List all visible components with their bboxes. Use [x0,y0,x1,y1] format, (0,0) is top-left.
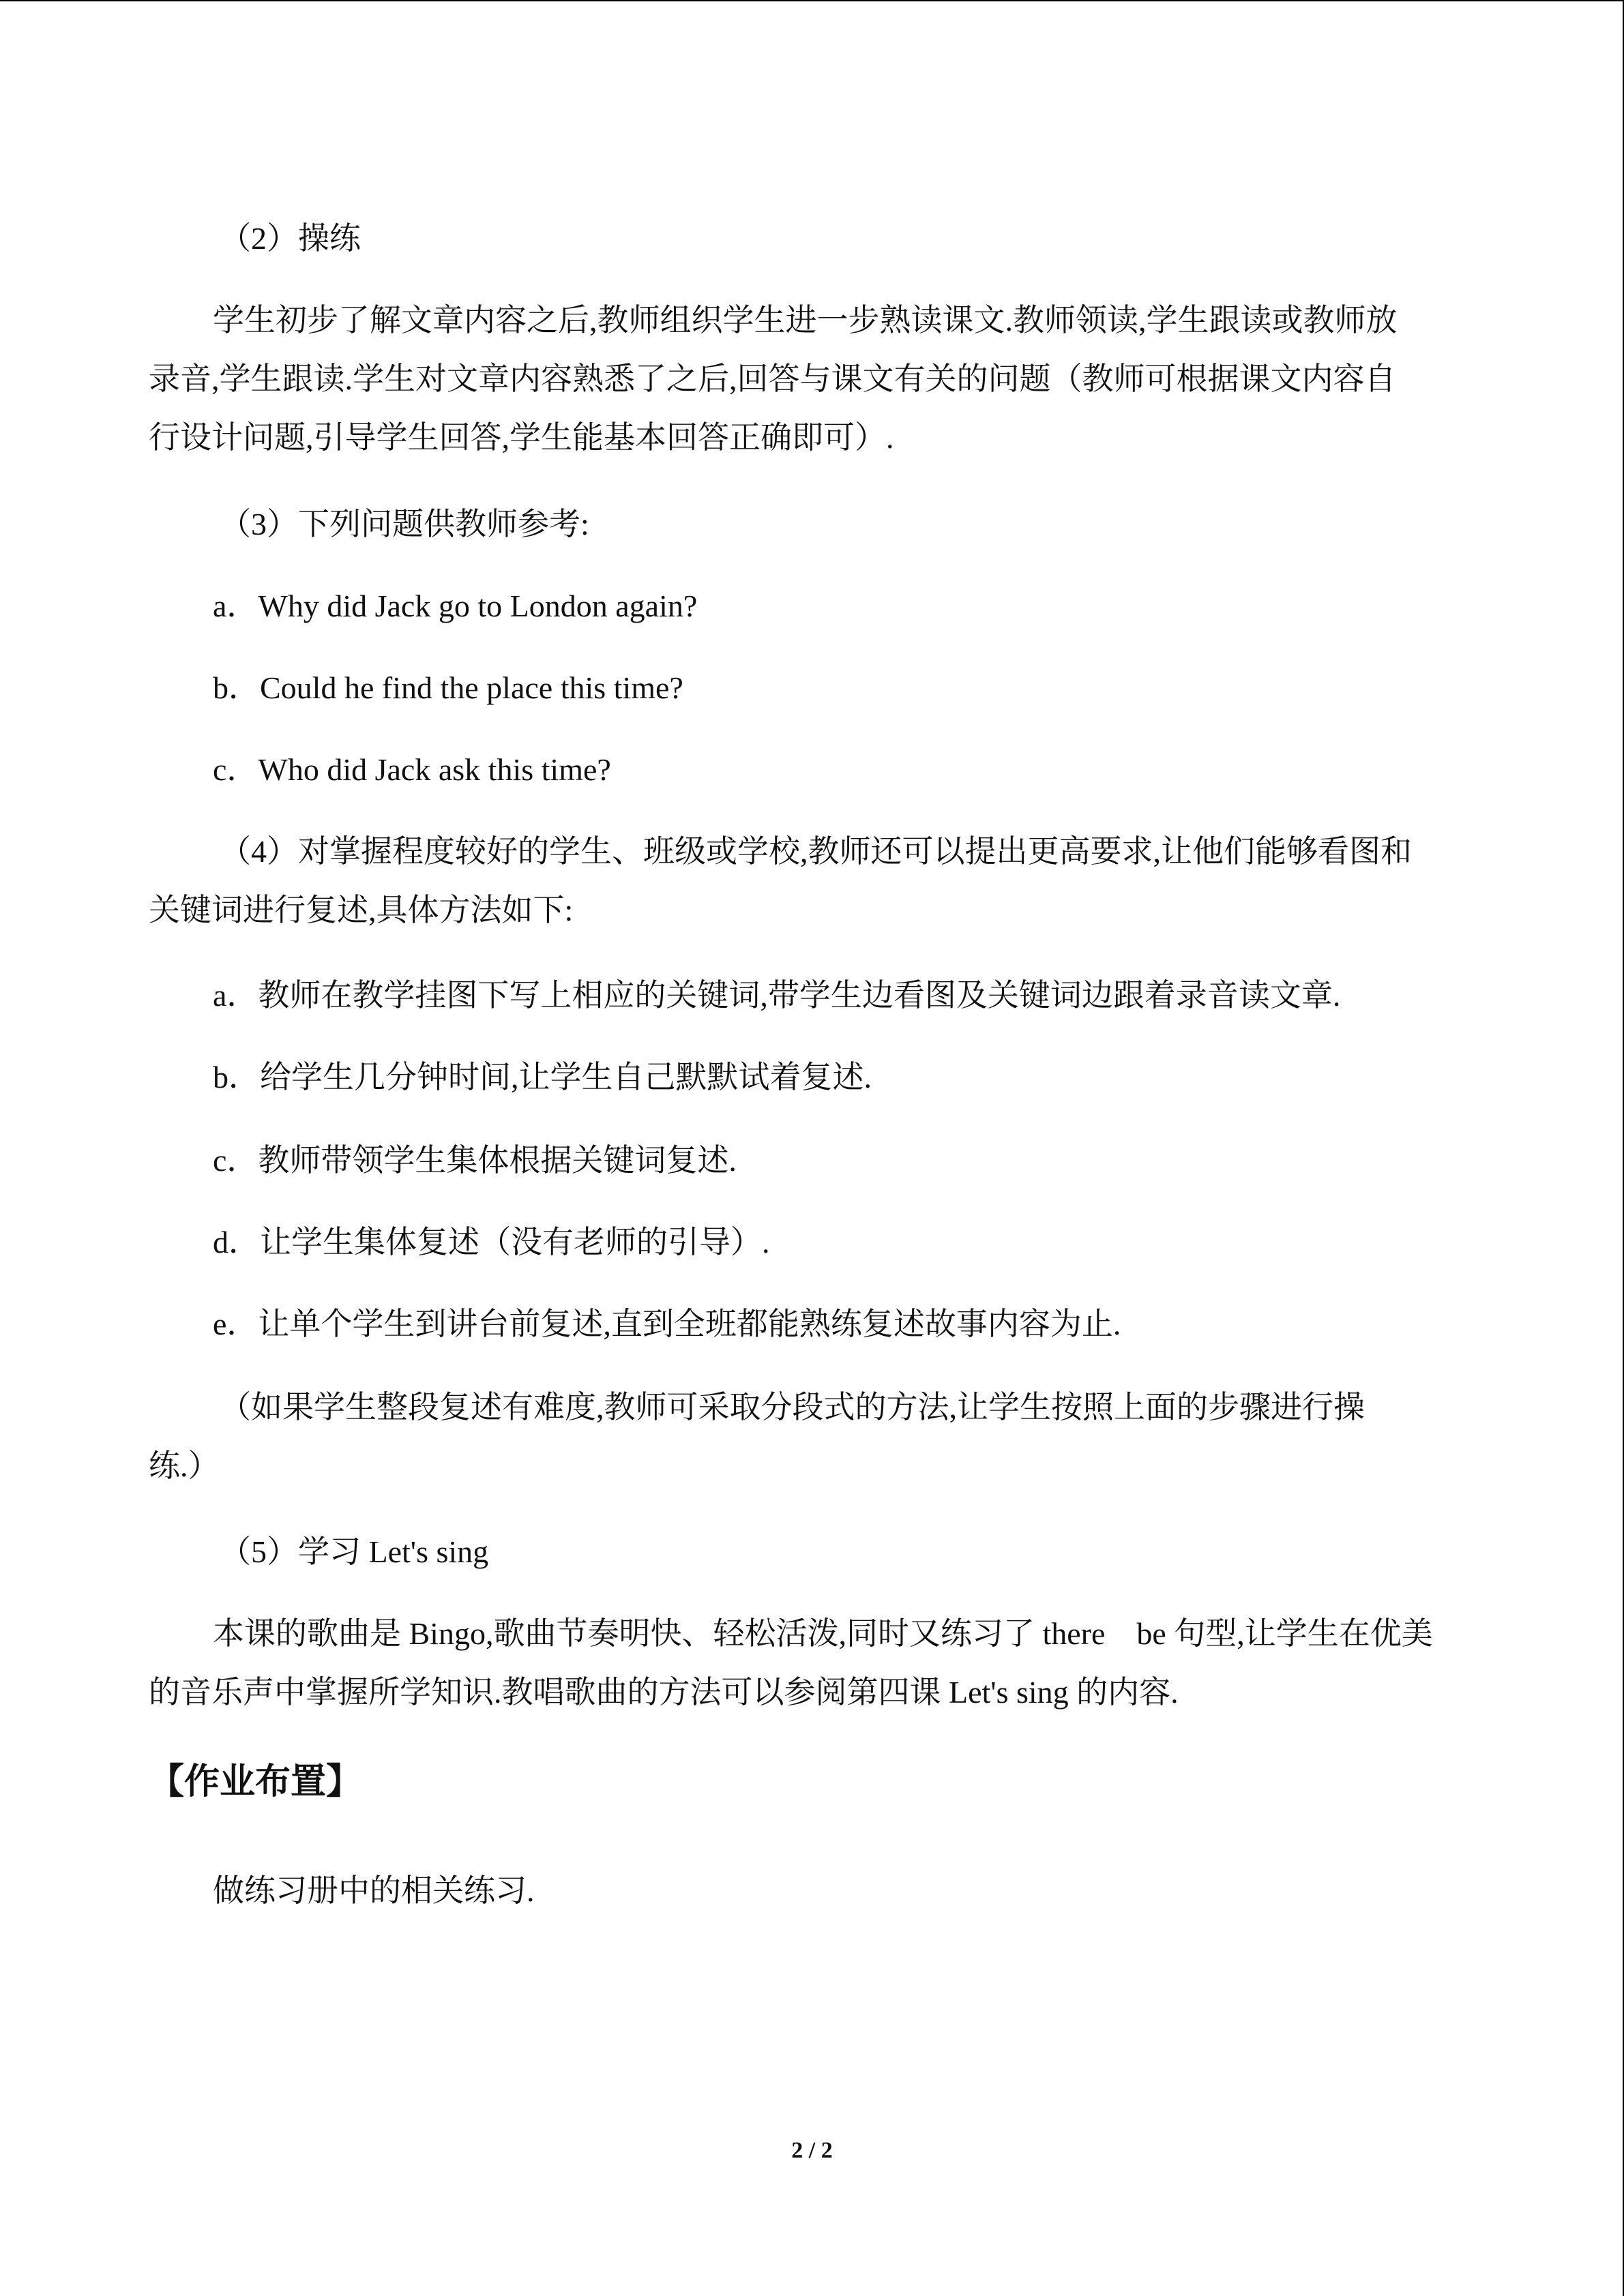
section-questions-heading: （3）下列问题供教师参考: [220,507,589,541]
question-item: b．Could he find the place this time? [213,670,683,705]
paragraph-line: 关键词进行复述,具体方法如下: [149,893,574,927]
section-practice-heading: （2）操练 [220,221,361,256]
paragraph-line: 的音乐声中掌握所学知识.教唱歌曲的方法可以参阅第四课 Let's sing 的内容. [149,1675,1179,1710]
question-item: c．Who did Jack ask this time? [213,752,611,787]
paragraph-line: （4）对掌握程度较好的学生、班级或学校,教师还可以提出更高要求,让他们能够看图和 [220,834,1412,869]
paragraph-line: 本课的歌曲是 Bingo,歌曲节奏明快、轻松活泼,同时又练习了 there be 句型,让学生在优美 [213,1616,1433,1651]
paragraph-line: 学生初步了解文章内容之后,教师组织学生进一步熟读课文.教师领读,学生跟读或教师放 [213,303,1398,338]
section-sing-heading: （5）学习 Let's sing [220,1534,489,1569]
question-item: a．Why did Jack go to London again? [213,588,698,623]
method-item: b．给学生几分钟时间,让学生自己默默试着复述. [213,1060,872,1094]
page-number: 2 / 2 [791,2138,833,2163]
method-item: a．教师在教学挂图下写上相应的关键词,带学生边看图及关键词边跟着录音读文章. [213,978,1341,1013]
homework-text: 做练习册中的相关练习. [213,1873,535,1908]
paragraph-line: 录音,学生跟读.学生对文章内容熟悉了之后,回答与课文有关的问题（教师可根据课文内容自 [149,361,1396,396]
homework-heading: 【作业布置】 [149,1761,362,1802]
method-item: c．教师带领学生集体根据关键词复述. [213,1143,737,1178]
method-item: d．让学生集体复述（没有老师的引导）. [213,1225,770,1259]
paragraph-line: （如果学生整段复述有难度,教师可采取分段式的方法,让学生按照上面的步骤进行操 [220,1390,1365,1425]
paragraph-line: 行设计问题,引导学生回答,学生能基本回答正确即可）. [149,420,894,455]
paragraph-line: 练.） [149,1448,220,1483]
method-item: e．让单个学生到讲台前复述,直到全班都能熟练复述故事内容为止. [213,1307,1121,1341]
